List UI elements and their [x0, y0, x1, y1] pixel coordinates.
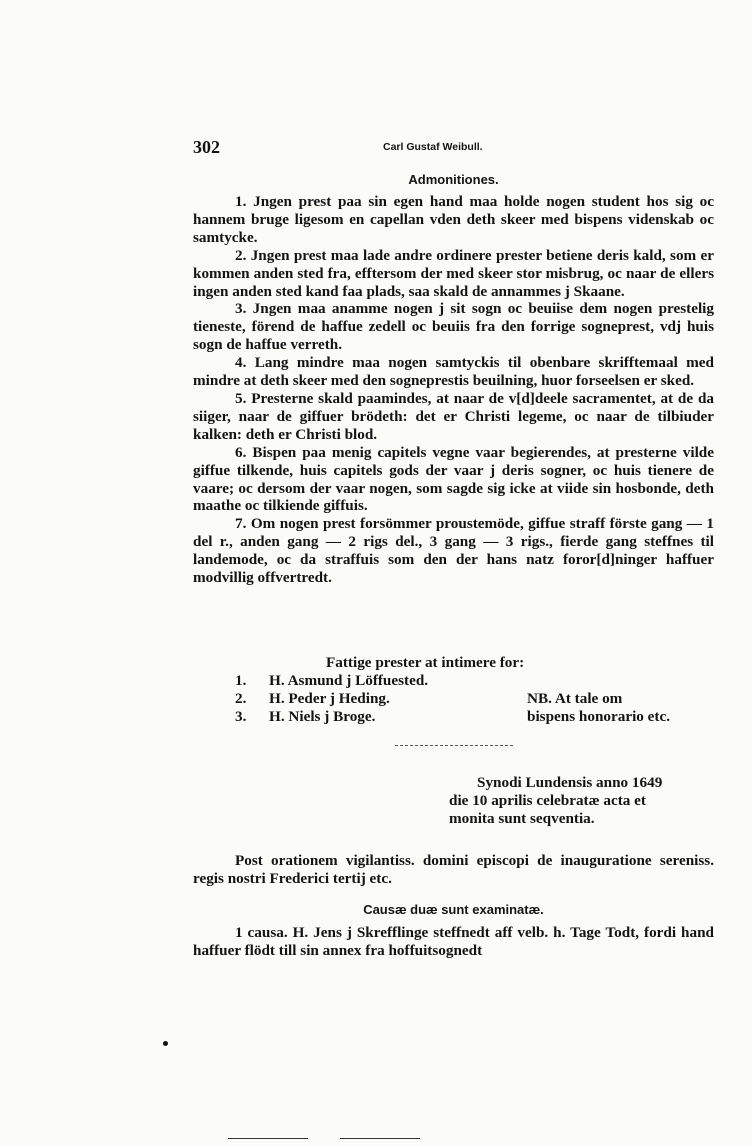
- section-divider: [395, 745, 513, 746]
- admonitions-heading: Admonitiones.: [408, 172, 499, 187]
- admonition-paragraph: 3. Jngen maa anamme nogen j sit sogn oc beuiise dem nogen prestelig tieneste, förend de haffue zedell oc beuiis fra den forrige sogneprest, vdj huis sogn de haffue verreth.: [193, 300, 714, 354]
- oration-text: Post orationem vigilantiss. domini episcopi de inauguratione sereniss. regis nostri Frederici tertij etc.: [193, 852, 714, 887]
- footer-rule: [228, 1138, 308, 1139]
- list-item-number: 2.: [235, 689, 247, 707]
- admonition-paragraph: 4. Lang mindre maa nogen samtyckis til obenbare skrifftemaal med mindre at deth skeer med den sogneprestis beuilning, huor forseelsen er sked.: [193, 354, 714, 390]
- list-item-note: NB. At tale om: [527, 689, 623, 707]
- poor-priests-list: [193, 654, 714, 726]
- synod-line: die 10 aprilis celebratæ acta et: [449, 791, 646, 809]
- list-item-name: H. Niels j Broge.: [269, 707, 376, 725]
- oration-paragraph: [193, 852, 714, 888]
- list-item: [193, 672, 714, 690]
- admonition-paragraph: 7. Om nogen prest forsömmer proustemöde, giffue straff förste gang — 1 del r., anden gang — 2 rigs del., 3 gang — 3 rigs., fierde gang steffnes til landemode, oc da straffuis som den der hans natz foror[d]ninger haffuer modvillig offvertredt.: [193, 515, 714, 587]
- synod-line: Synodi Lundensis anno 1649: [477, 774, 663, 791]
- admonition-paragraph: 1. Jngen prest paa sin egen hand maa holde nogen student hos sig oc hannem bruge ligesom en capellan vden deth skeer med bispens videnskab oc samtycke.: [193, 193, 714, 246]
- list-item-name: H. Asmund j Löffuested.: [269, 671, 429, 689]
- footer-rule: [340, 1138, 420, 1139]
- list-item: [193, 708, 714, 726]
- causae-heading: Causæ duæ sunt examinatæ.: [363, 902, 544, 917]
- causae-text: 1 causa. H. Jens j Skrefflinge steffnedt aff velb. h. Tage Todt, fordi hand haffuer flödt till sin annex fra hoffuitsognedt: [193, 924, 714, 959]
- list-item-name: H. Peder j Heding.: [269, 689, 390, 707]
- list-item-number: 3.: [235, 707, 247, 725]
- admonition-paragraph: 6. Bispen paa menig capitels vegne vaar begierendes, at presterne vilde giffue tilkende, huis capitels gods der vaar j deris sogner, oc huis tienere de vaare; oc dersom der vaar nogen, som sagde sig icke at viide sin hosbonde, deth maathe oc tilkiende giffuis.: [193, 443, 714, 515]
- ink-speck: [163, 1041, 168, 1046]
- admonition-paragraph: 2. Jngen prest maa lade andre ordinere prester betiene deris kald, som er kommen anden sted fra, efftersom der med skeer stor misbrug, oc naar de ellers ingen anden sted kand faa plads, saa skald de annammes j Skaane.: [193, 246, 714, 300]
- page-number: 302: [193, 137, 220, 157]
- synod-line: monita sunt seqventia.: [449, 809, 595, 827]
- list-item-note: bispens honorario etc.: [527, 707, 671, 725]
- admonition-paragraph: 5. Presterne skald paamindes, at naar de v[d]deele sacramentet, at de da siiger, naar de giffuer brödeth: det er Christi legeme, oc naar de tilbiuder kalken: deth er Christi blod.: [193, 389, 714, 443]
- page-header: [193, 137, 714, 159]
- list-item-number: 1.: [235, 671, 247, 689]
- list-item: [193, 690, 714, 708]
- causae-paragraph: [193, 924, 714, 960]
- poor-priests-heading: Fattige prester at intimere for:: [326, 654, 525, 671]
- admonitions-body: [193, 193, 714, 587]
- running-head: Carl Gustaf Weibull.: [383, 141, 483, 153]
- synod-heading: [449, 774, 715, 828]
